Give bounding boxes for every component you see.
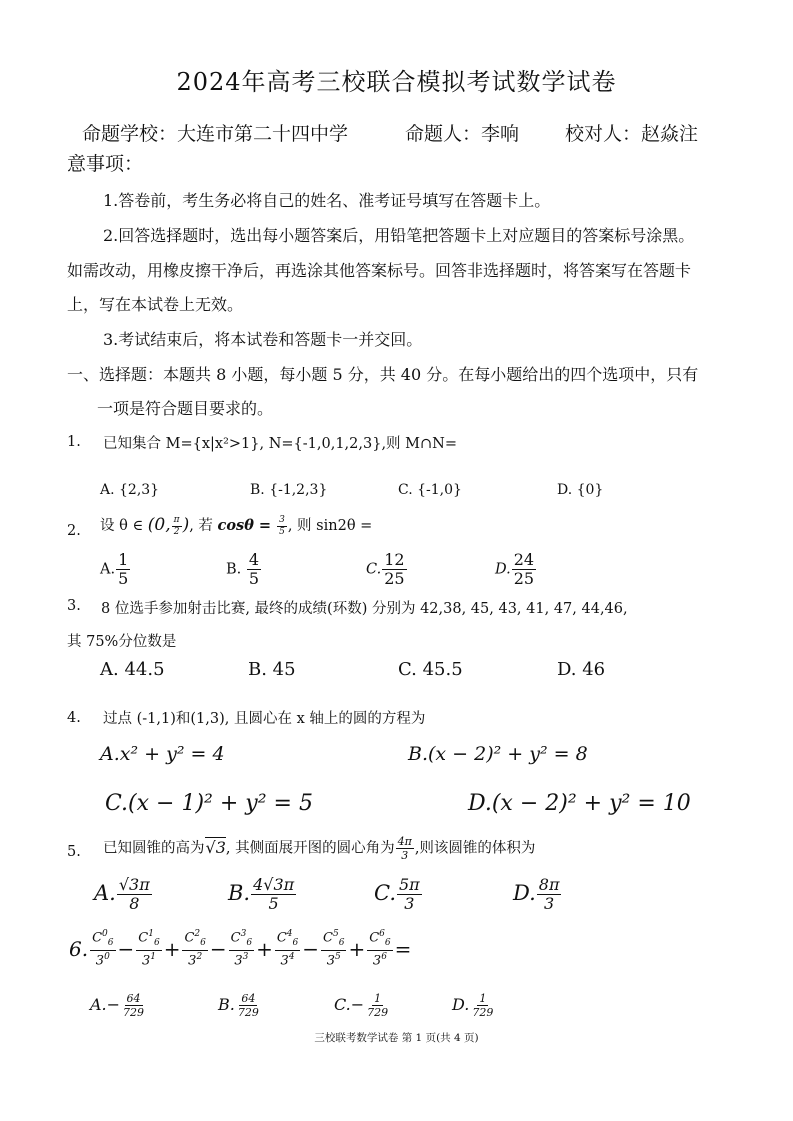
- q6-expression: 6. $C^0_6$ $3^0$ − $\frac{C^1_6}{3^1}$ + $\frac{C^2_6}{3^2}$ − $\frac{C^3_6}{3^3}$ + $\frac{C^4_6}{3^4}$ − $\frac{C^5_6}{3^5}$ + $\frac{C^6_6}{3^6}$ =: [69, 929, 412, 969]
- q2-option-c: C. $\frac{12}{25}$: [366, 550, 405, 588]
- page-title: 2024年高考三校联合模拟考试数学试卷: [176, 68, 617, 96]
- q6-term-0: $C^0_6$ $3^0$: [92, 929, 114, 969]
- q6-term-5: $\frac{C^5_6}{3^5}$: [323, 929, 345, 969]
- page-footer: 三校联考数学试卷 第 1 页(共 4 页): [314, 1032, 479, 1044]
- q5-option-c: C. $\frac{5\pi}{3}$: [374, 875, 420, 913]
- q2-stem: 设 θ ∈ (0, $\frac{\pi}{2}$ ), 若 cosθ = $\frac{3}{5}$ , 则 sin2θ =: [100, 514, 373, 537]
- q6-option-d: D. $\frac{1}{729}$: [452, 992, 494, 1019]
- q4-option-d: D.(x − 2)² + y² = 10: [468, 791, 691, 816]
- notice-heading: 意事项：: [67, 153, 144, 175]
- checker: 校对人：赵焱注: [565, 123, 699, 145]
- q4-option-b: B.(x − 2)² + y² = 8: [408, 743, 588, 765]
- q5-option-b: B. $\frac{4√3\pi}{5}$: [228, 875, 295, 913]
- q2-number: 2.: [67, 523, 81, 539]
- q5-option-d: D. $\frac{8\pi}{3}$: [513, 875, 560, 913]
- notice-2-end: 上，写在本试卷上无效。: [67, 295, 244, 314]
- q3-option-b: B. 45: [248, 659, 296, 680]
- q2-option-b: B. $\frac{4}{5}$: [226, 550, 260, 588]
- q6-term-2: $\frac{C^2_6}{3^2}$: [184, 929, 206, 969]
- q6-option-c: C.− $\frac{1}{729}$: [334, 992, 389, 1019]
- q6-term-6: $\frac{C^6_6}{3^6}$: [369, 929, 391, 969]
- q6-option-b: B. $\frac{64}{729}$: [218, 992, 259, 1019]
- q6-number: 6.: [69, 936, 89, 961]
- q3-option-a: A. 44.5: [100, 659, 165, 680]
- q5-root: √3: [205, 837, 226, 857]
- q2-option-d: D. $\frac{24}{25}$: [495, 550, 535, 588]
- school: 命题学校：大连市第二十四中学: [82, 123, 349, 145]
- q2-cos: cosθ =: [217, 517, 277, 534]
- q6-term-1: $\frac{C^1_6}{3^1}$: [138, 929, 160, 969]
- q6-term-3: $\frac{C^3_6}{3^3}$: [230, 929, 253, 969]
- q2-option-a: A. $\frac{1}{5}$: [100, 550, 129, 588]
- q4-number: 4.: [67, 710, 81, 726]
- section-heading: 一、选择题：本题共 8 小题，每小题 5 分，共 40 分。在每小题给出的四个选项中，只有: [67, 365, 699, 384]
- q6-option-a: A.− $\frac{64}{729}$: [90, 992, 145, 1019]
- q5-text: 已知圆锥的高为√3, 其侧面展开图的圆心角为 $\frac{4\pi}{3}$ ,则该圆锥的体积为: [103, 835, 536, 862]
- q1-number: 1.: [67, 434, 81, 450]
- q1-text: 已知集合 M={x|x²>1}, N={-1,0,1,2,3},则 M∩N=: [103, 436, 458, 452]
- q3-text: 8 位选手参加射击比赛, 最终的成绩(环数) 分别为 42,38, 45, 43, 41, 47, 44,46,: [101, 601, 628, 617]
- q4-text: 过点 (-1,1)和(1,3), 且圆心在 x 轴上的圆的方程为: [103, 711, 426, 727]
- q1-option-c: C. {-1,0}: [398, 482, 462, 498]
- notice-1: 1.答卷前，考生务必将自己的姓名、准考证号填写在答题卡上。: [103, 191, 551, 210]
- q1-option-b: B. {-1,2,3}: [250, 482, 328, 498]
- notice-2: 2.回答选择题时，选出每小题答案后，用铅笔把答题卡上对应题目的答案标号涂黑。: [103, 226, 695, 245]
- q5-option-a: A. $\frac{√3\pi}{8}$: [94, 875, 150, 913]
- q2-pre: 设 θ ∈: [100, 518, 148, 534]
- q1-option-a: A. {2,3}: [100, 482, 160, 498]
- q3-option-c: C. 45.5: [398, 659, 463, 680]
- q1-option-d: D. {0}: [557, 482, 604, 498]
- q4-option-c: C.(x − 1)² + y² = 5: [105, 791, 313, 816]
- notice-3: 3.考试结束后，将本试卷和答题卡一并交回。: [103, 330, 423, 349]
- section-heading-cont: 一项是符合题目要求的。: [97, 399, 274, 418]
- q5-number: 5.: [67, 844, 81, 860]
- author: 命题人：李响: [405, 123, 520, 145]
- q3-text-cont: 其 75%分位数是: [67, 634, 177, 650]
- q2-interval-open: (0,: [147, 515, 171, 535]
- q3-option-d: D. 46: [557, 659, 606, 680]
- q2-three-fifths: $\frac{3}{5}$: [279, 514, 285, 537]
- q4-option-a: A.x² + y² = 4: [100, 743, 225, 765]
- q5-angle: $\frac{4\pi}{3}$: [397, 835, 412, 862]
- q2-pi-over-2: $\frac{\pi}{2}$: [173, 514, 180, 537]
- q3-number: 3.: [67, 598, 81, 614]
- notice-2-cont: 如需改动，用橡皮擦干净后，再选涂其他答案标号。回答非选择题时，将答案写在答题卡: [67, 261, 692, 280]
- q6-term-4: $\frac{C^4_6}{3^4}$: [276, 929, 299, 969]
- q6-equals: =: [394, 936, 412, 961]
